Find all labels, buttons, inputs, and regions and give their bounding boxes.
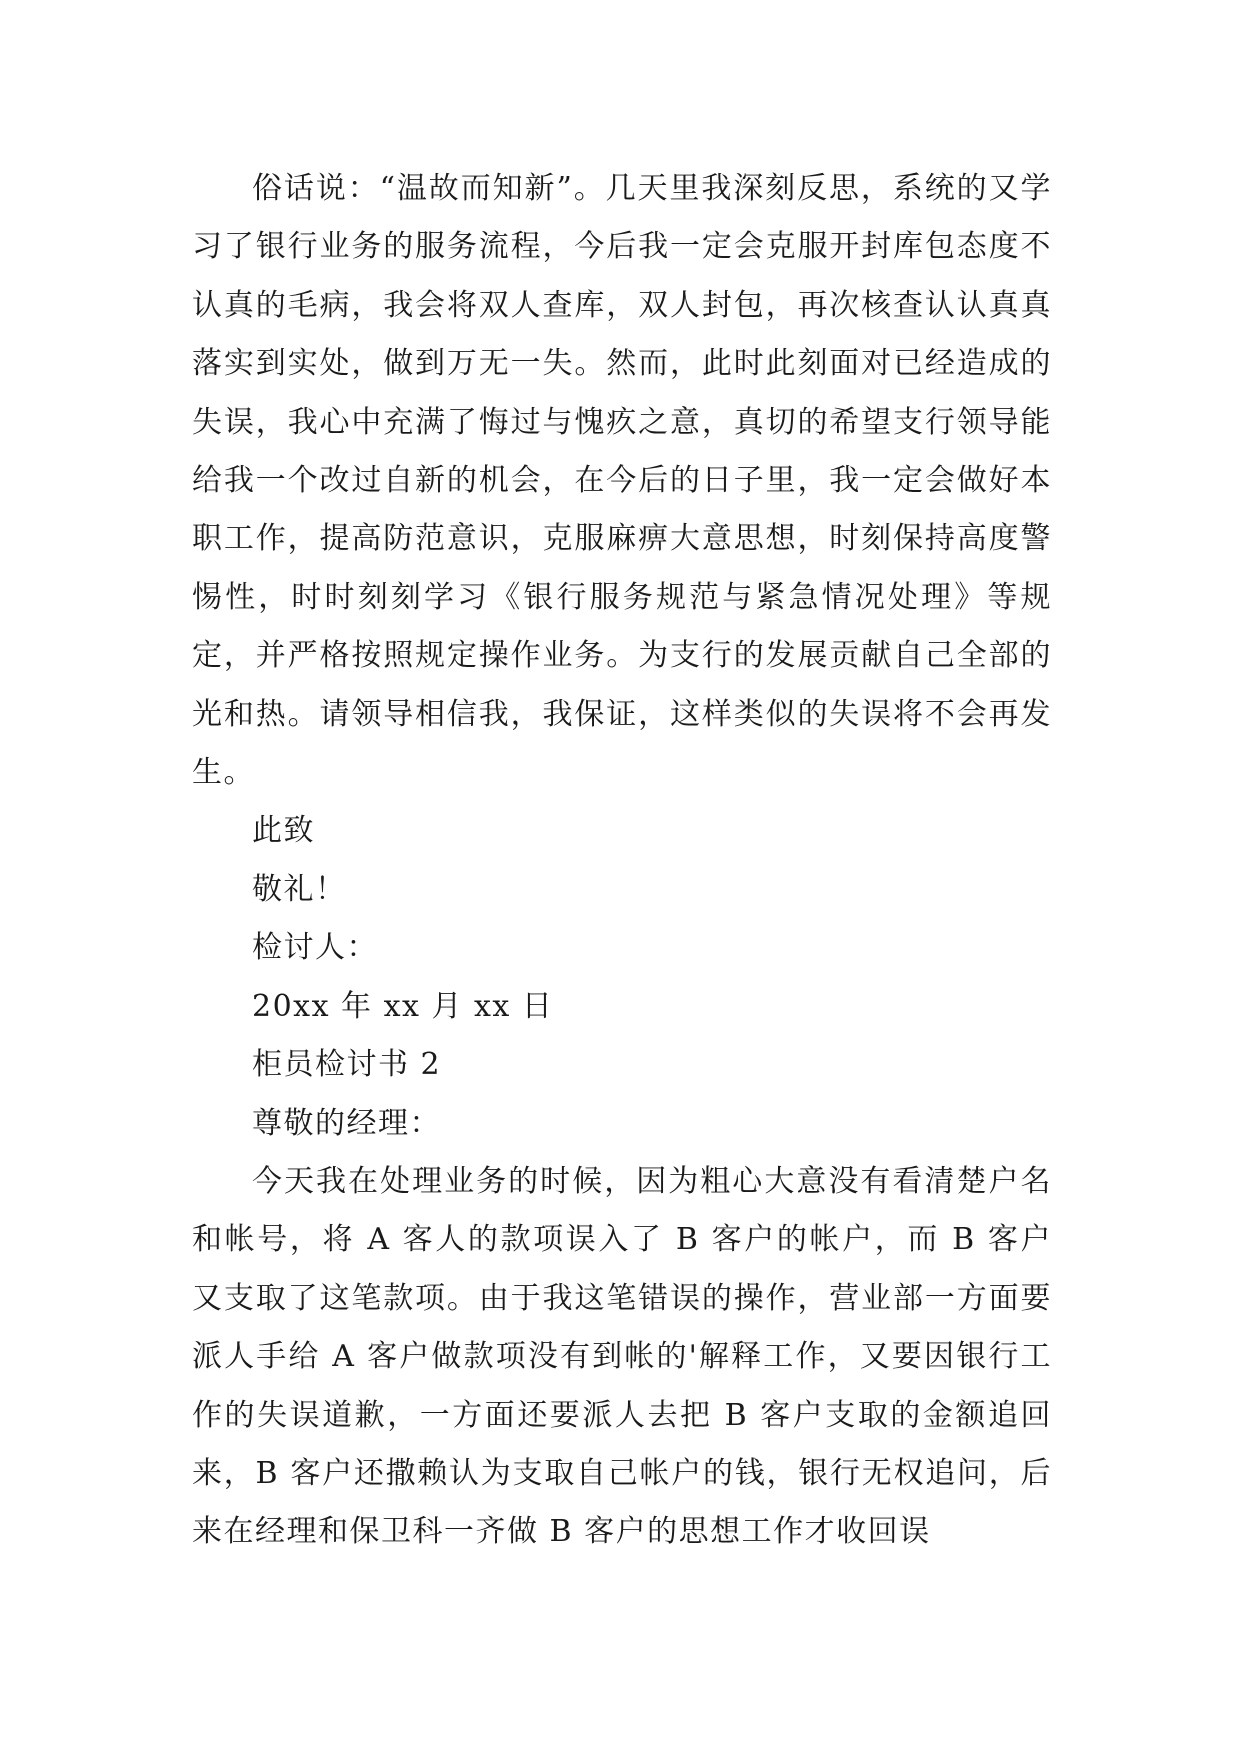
signature-label: 检讨人： (252, 930, 378, 966)
closing-line-2: 敬礼！ (252, 871, 347, 907)
date-line: 20xx 年 xx 月 xx 日 (252, 988, 554, 1024)
body-paragraph-2: 今天我在处理业务的时候，因为粗心大意没有看清楚户名和帐号，将 A 客人的款项误入了 B 客户的帐户，而 B 客户又支取了这笔款项。由于我这笔错误的操作，营业部一方面要派人手给 A 客户做款项没有到帐的'解释工作，又要因银行工作的失误道歉，一方面还要派人去把 B 客户支取的金额追回来，B 客户还撒赖认为支取自己帐户的钱，银行无权追问，后来在经理和保卫科一齐做 B 客户的思想工作才收回误 (192, 1163, 1052, 1550)
closing-line-1: 此致 (252, 813, 315, 849)
document-body (192, 160, 1052, 1562)
body-paragraph-1: 俗话说：“温故而知新”。几天里我深刻反思，系统的又学习了银行业务的服务流程，今后我一定会克服开封库包态度不认真的毛病，我会将双人查库，双人封包，再次核查认认真真落实到实处，做到万无一失。然而，此时此刻面对已经造成的失误，我心中充满了悔过与愧疚之意，真切的希望支行领导能给我一个改过自新的机会，在今后的日子里，我一定会做好本职工作，提高防范意识，克服麻痹大意思想，时刻保持高度警惕性，时时刻刻学习《银行服务规范与紧急情况处理》等规定，并严格按照规定操作业务。为支行的发展贡献自己全部的光和热。请领导相信我，我保证，这样类似的失误将不会再发生。 (192, 171, 1052, 791)
section-title: 柜员检讨书 2 (252, 1047, 442, 1083)
salutation: 尊敬的经理： (252, 1105, 441, 1141)
